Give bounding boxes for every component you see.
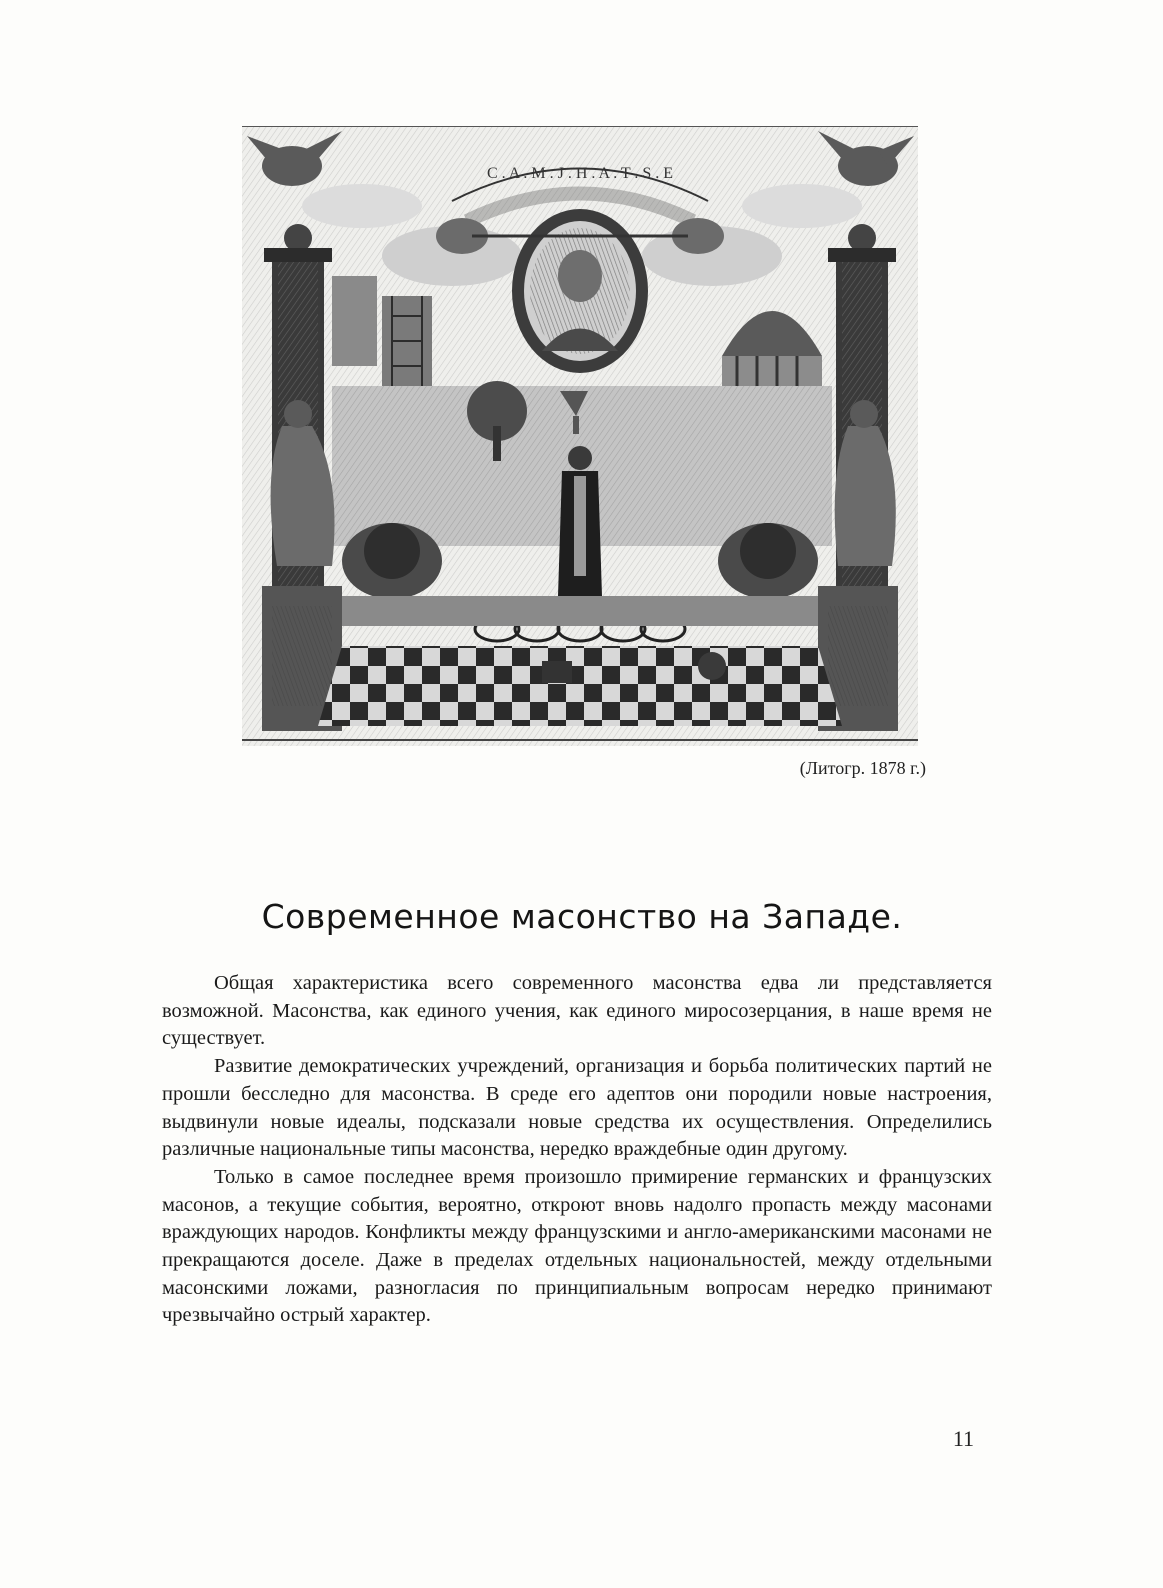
paragraph: Общая характеристика всего современного масонства едва ли представляется возможной. Масонства, как единого учения, как единого миросозерцания, в наше время не существует. <box>162 972 992 1050</box>
page-number: 11 <box>952 1426 974 1451</box>
paragraph: Только в самое последнее время произошло примирение германских и французских масонов, а текущие события, вероятно, откроют вновь надолго пропасть между масонами враждующих народов. Конфликты между французскими и англо-американскими масонами не прекращаются доселе. Даже в пределах отдельных национальностей, между отдельными масонскими ложами, разногласия по принципиальным вопросам нередко принимают чрезвычайно острый характер. <box>162 1165 992 1327</box>
banner-letters: C . A . M . J . H . A . T . S . E <box>486 165 674 182</box>
illustration-caption: (Литогр. 1878 г.) <box>799 758 926 778</box>
masonic-engraving <box>242 126 918 746</box>
paragraph: Развитие демократических учреждений, организация и борьба политических партий не прошли бесследно для масонства. В среде его адептов они породили новые настроения, выдвинули новые идеалы, подсказали новые средства их осуществления. Определились различные национальные типы масонства, нередко враждебные один другому. <box>162 1055 992 1161</box>
chapter-heading: Современное масонство на Западе. <box>261 897 903 936</box>
body-text <box>162 970 992 1330</box>
masonic-engraving-image <box>242 126 918 746</box>
